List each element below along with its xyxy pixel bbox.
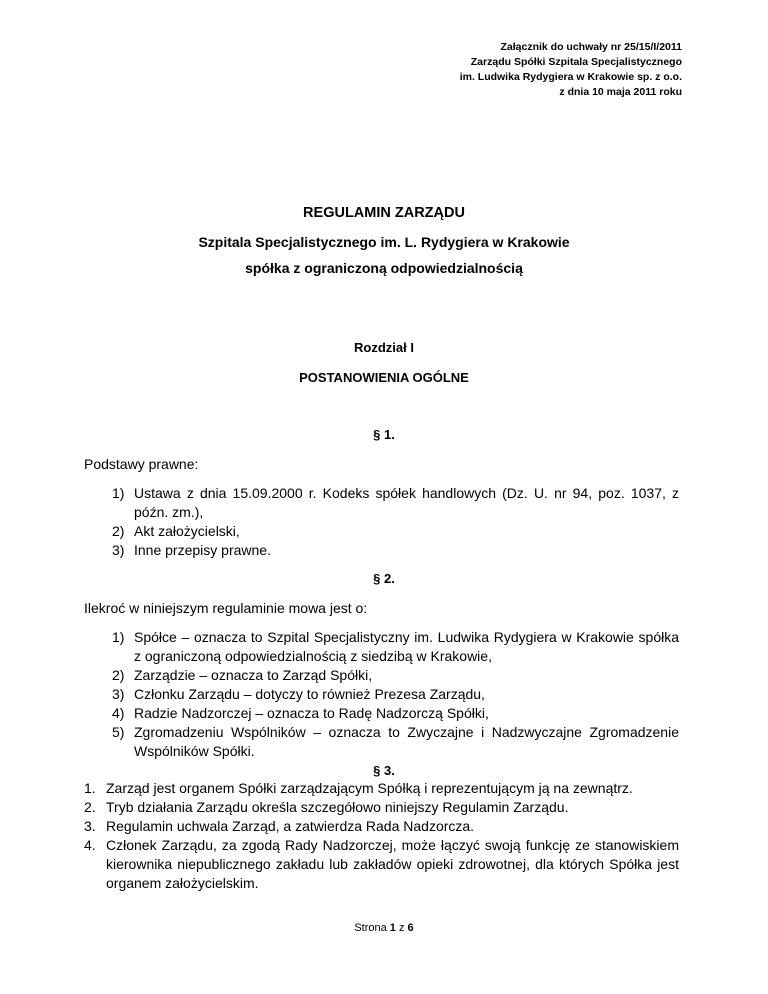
list-item bbox=[84, 817, 679, 836]
current-page-number: 1 bbox=[389, 922, 396, 934]
list-item bbox=[112, 704, 679, 723]
list-item-number: 2) bbox=[112, 523, 125, 539]
attachment-header bbox=[282, 40, 682, 100]
list-item-number: 3. bbox=[84, 818, 96, 834]
list-item-text: Regulamin uchwala Zarząd, a zatwierdza Rada Nadzorcza. bbox=[106, 818, 475, 834]
list-item-text: Inne przepisy prawne. bbox=[134, 542, 271, 558]
total-pages: 6 bbox=[407, 922, 414, 934]
document-subtitle: Szpitala Specjalistycznego im. L. Rydygiera w Krakowie bbox=[198, 234, 570, 250]
list-item-text: Zarządzie – oznacza to Zarząd Spółki, bbox=[134, 667, 373, 683]
footer-of: z bbox=[398, 922, 405, 934]
document-subtitle-company-form: spółka z ograniczoną odpowiedzialnością bbox=[245, 260, 523, 276]
list-item bbox=[112, 723, 679, 761]
section-2-list bbox=[112, 628, 679, 761]
document-title: REGULAMIN ZARZĄDU bbox=[303, 205, 465, 221]
section-1-list bbox=[112, 484, 679, 560]
list-item-number: 2. bbox=[84, 799, 96, 815]
chapter-label: Rozdział I bbox=[354, 340, 414, 355]
header-line: Zarządu Spółki Szpitala Specjalistycznego bbox=[470, 56, 682, 68]
header-line: im. Ludwika Rydygiera w Krakowie sp. z o.o. bbox=[459, 71, 682, 83]
list-item bbox=[84, 798, 679, 817]
list-item-text: Tryb działania Zarządu określa szczegółowo niniejszy Regulamin Zarządu. bbox=[106, 799, 569, 815]
header-line: z dnia 10 maja 2011 roku bbox=[559, 86, 682, 98]
list-item-number: 1. bbox=[84, 780, 96, 796]
list-item bbox=[112, 666, 679, 685]
section-2-intro: Ilekroć w niniejszym regulaminie mowa jest o: bbox=[84, 600, 368, 616]
list-item-text: Ustawa z dnia 15.09.2000 r. Kodeks spółek handlowych (Dz. U. nr 94, poz. 1037, z późn. zm.), bbox=[134, 485, 679, 520]
footer-prefix: Strona bbox=[354, 922, 387, 934]
list-item-number: 2) bbox=[112, 667, 125, 683]
list-item bbox=[112, 541, 679, 560]
section-heading-1: § 1. bbox=[373, 427, 395, 442]
list-item bbox=[84, 779, 679, 798]
list-item-text: Akt założycielski, bbox=[134, 523, 240, 539]
list-item-number: 1) bbox=[112, 629, 125, 645]
list-item-number: 4) bbox=[112, 705, 125, 721]
section-1-intro: Podstawy prawne: bbox=[84, 456, 199, 472]
section-heading-3: § 3. bbox=[373, 763, 395, 778]
list-item-number: 3) bbox=[112, 686, 125, 702]
list-item bbox=[112, 522, 679, 541]
list-item-number: 1) bbox=[112, 485, 125, 501]
list-item-number: 5) bbox=[112, 724, 125, 740]
list-item-number: 4. bbox=[84, 837, 96, 853]
list-item-text: Zgromadzeniu Wspólników – oznacza to Zwyczajne i Nadzwyczajne Zgromadzenie Wspólników Spółki. bbox=[134, 724, 679, 759]
list-item-text: Członek Zarządu, za zgodą Rady Nadzorczej, może łączyć swoją funkcję ze stanowiskiem kierownika niepublicznego zakładu lub zakładów opieki zdrowotnej, dla których Spółka jest organem założycielskim. bbox=[106, 837, 679, 891]
list-item-text: Członku Zarządu – dotyczy to również Prezesa Zarządu, bbox=[134, 686, 485, 702]
list-item-text: Zarząd jest organem Spółki zarządzającym Spółką i reprezentującym ją na zewnątrz. bbox=[106, 780, 633, 796]
list-item-text: Radzie Nadzorczej – oznacza to Radę Nadzorczą Spółki, bbox=[134, 705, 489, 721]
list-item-text: Spółce – oznacza to Szpital Specjalistyczny im. Ludwika Rydygiera w Krakowie spółka z ograniczoną odpowiedzialnością z siedzibą w Krakowie, bbox=[134, 629, 679, 664]
section-heading-2: § 2. bbox=[373, 571, 395, 586]
list-item bbox=[112, 484, 679, 522]
page-footer bbox=[0, 922, 768, 934]
list-item bbox=[112, 628, 679, 666]
section-3-list bbox=[84, 779, 679, 893]
header-line: Załącznik do uchwały nr 25/15/I/2011 bbox=[500, 41, 682, 53]
list-item bbox=[84, 836, 679, 893]
list-item bbox=[112, 685, 679, 704]
list-item-number: 3) bbox=[112, 542, 125, 558]
chapter-name: POSTANOWIENIA OGÓLNE bbox=[299, 370, 469, 385]
